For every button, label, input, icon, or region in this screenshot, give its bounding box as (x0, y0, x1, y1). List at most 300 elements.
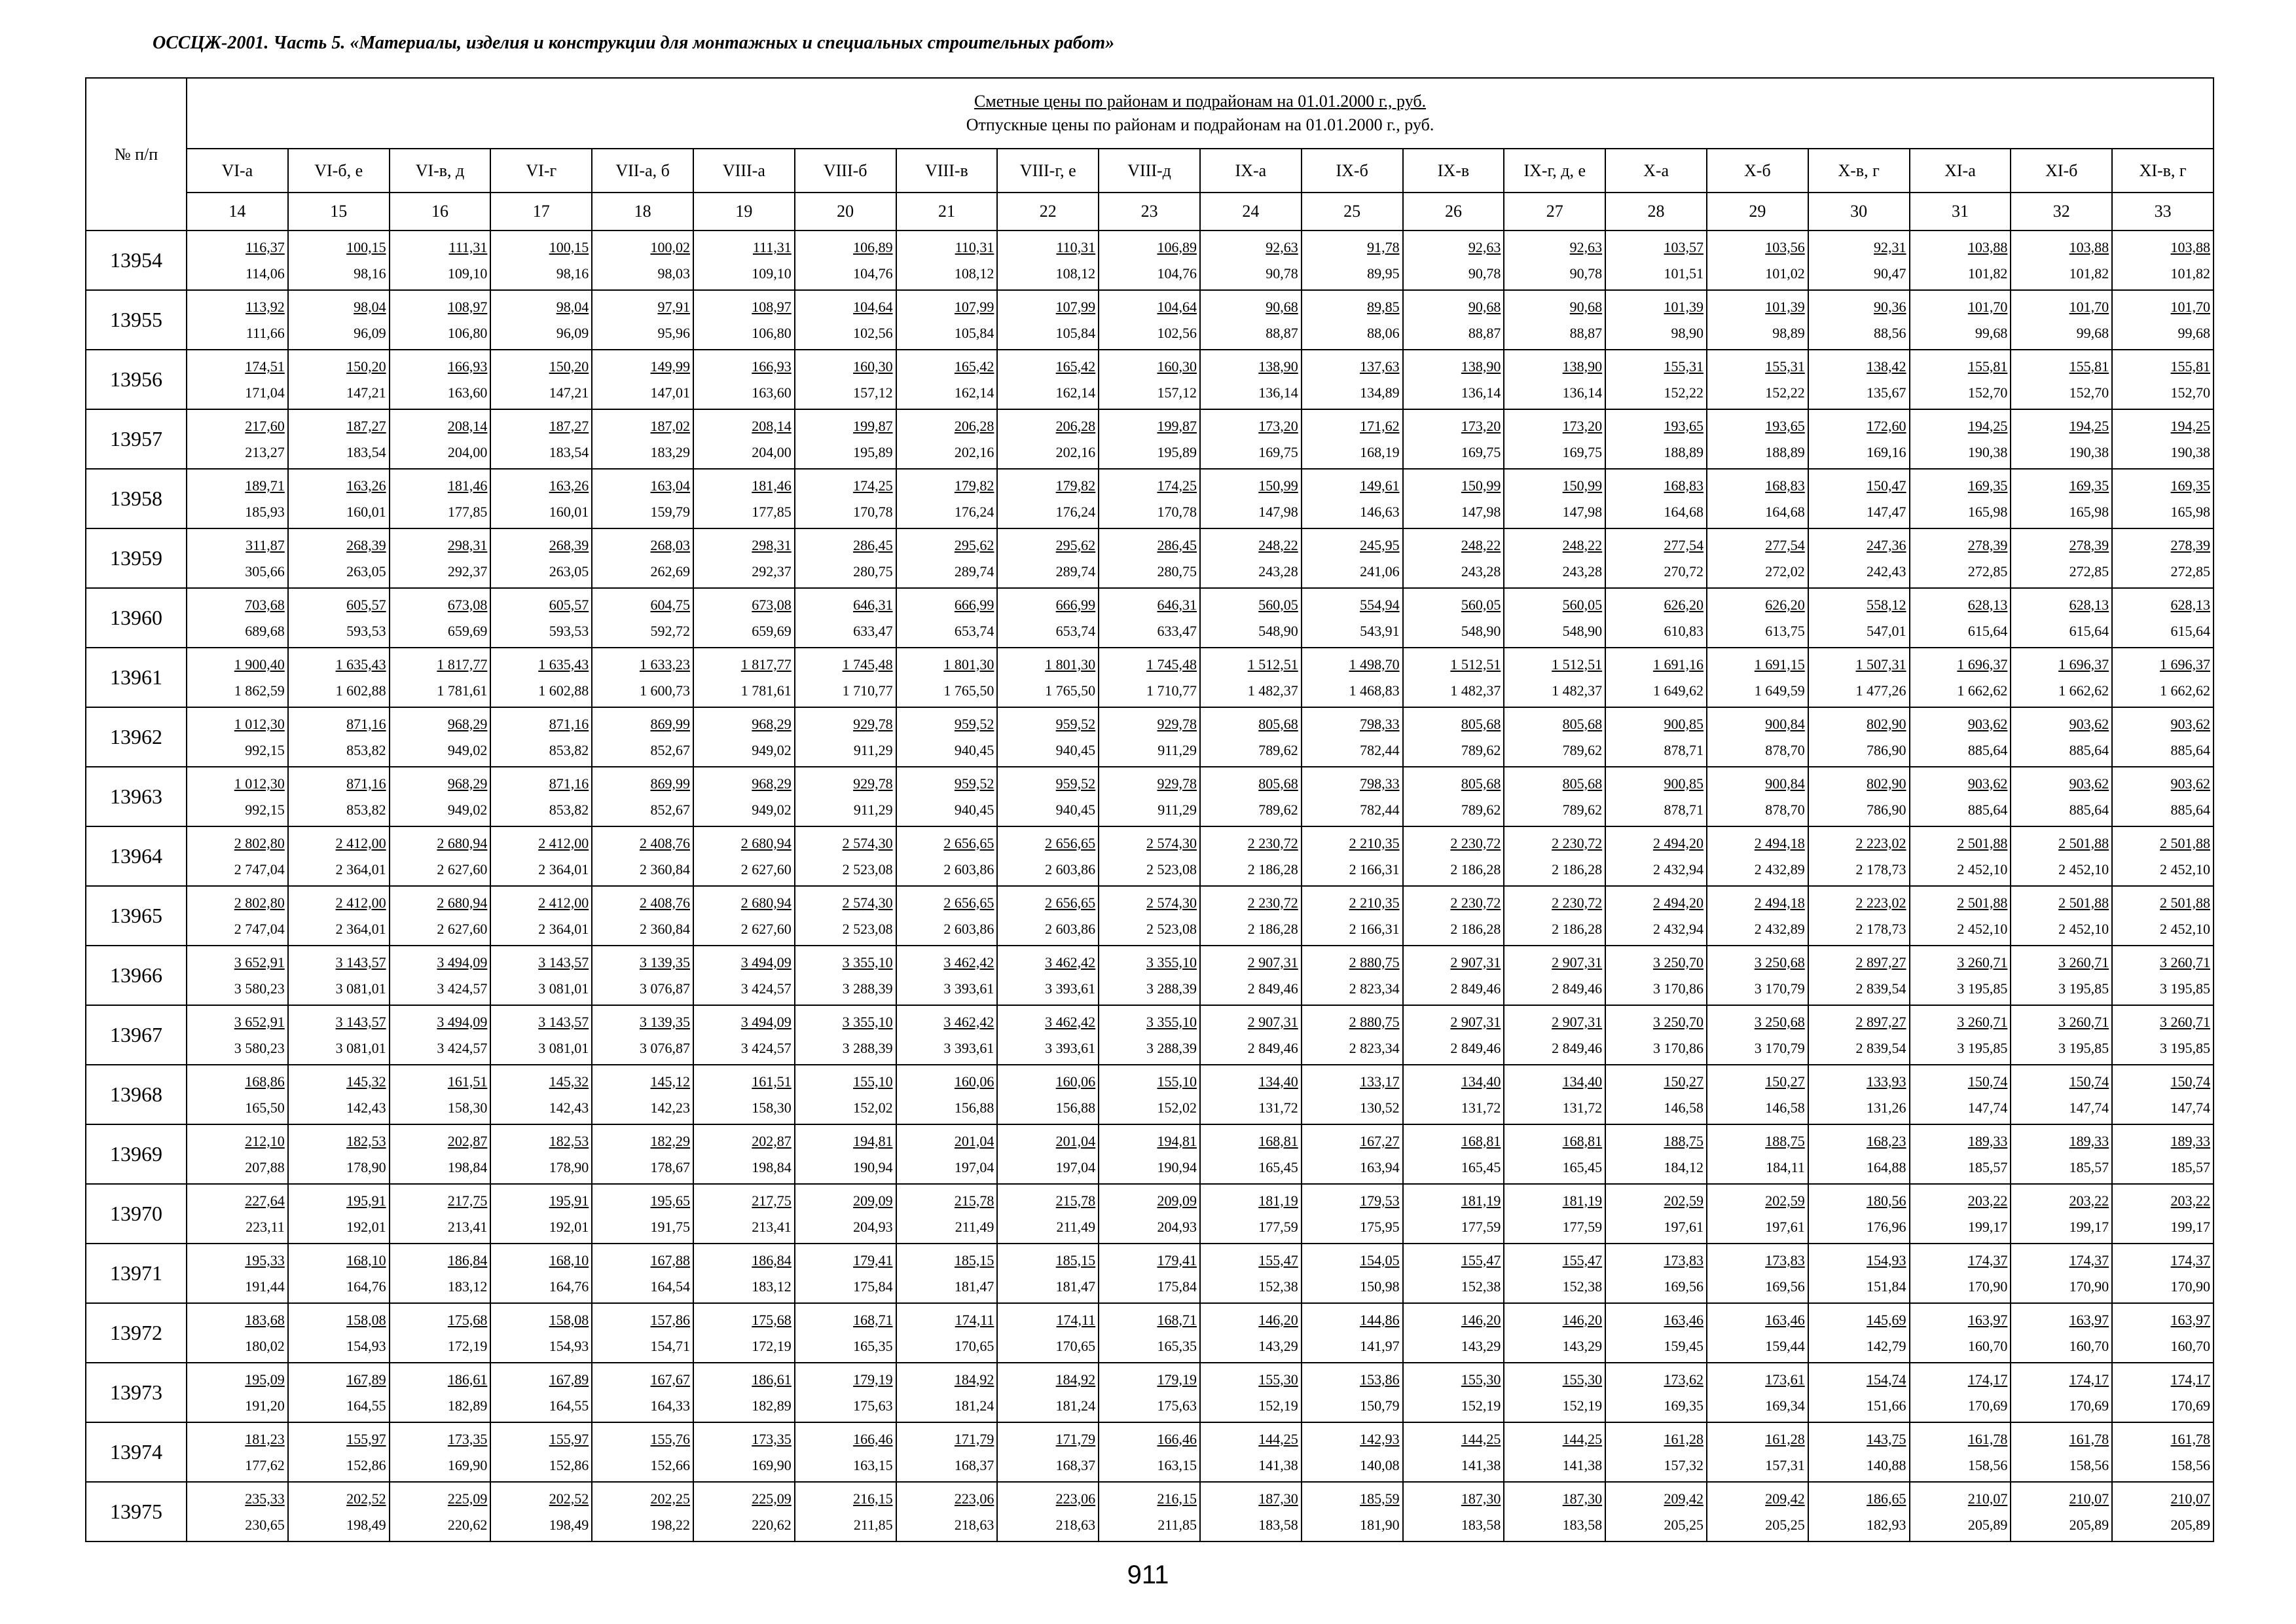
price-cell (1403, 707, 1504, 767)
price-cell (2011, 1124, 2112, 1184)
price-cell (1808, 767, 1910, 826)
price-cell (1200, 886, 1302, 946)
estimated-price: 163,04 (650, 477, 690, 494)
release-price: 2 849,46 (1247, 1039, 1298, 1056)
price-cell (592, 1244, 693, 1303)
price-cell (592, 409, 693, 469)
estimated-price: 2 501,88 (2160, 894, 2211, 911)
price-cell (1099, 1184, 1200, 1244)
estimated-price: 217,75 (447, 1192, 488, 1209)
release-price: 164,68 (1765, 503, 1805, 520)
estimated-price: 215,78 (1055, 1192, 1096, 1209)
estimated-price: 134,40 (1562, 1073, 1603, 1090)
release-price: 213,27 (245, 443, 285, 460)
release-price: 142,79 (1867, 1337, 1906, 1354)
price-cell (1605, 350, 1707, 409)
estimated-price: 113,92 (246, 298, 285, 315)
estimated-price: 217,60 (245, 417, 285, 434)
price-cell (896, 1363, 998, 1422)
price-cell (288, 1184, 390, 1244)
zone-header: X-в, г (1808, 149, 1910, 193)
release-price: 141,38 (1562, 1456, 1603, 1473)
price-cell (592, 231, 693, 290)
price-cell (1808, 648, 1910, 707)
price-cell (187, 648, 288, 707)
zone-header: VIII-д (1099, 149, 1200, 193)
estimated-price: 3 355,10 (1146, 953, 1197, 970)
price-cell (490, 290, 592, 350)
release-price: 2 364,01 (538, 920, 589, 937)
price-cell (187, 231, 288, 290)
estimated-price: 173,61 (1765, 1371, 1805, 1388)
price-cell (592, 588, 693, 648)
price-cell (1707, 1363, 1808, 1422)
estimated-price: 278,39 (1967, 536, 2008, 553)
estimated-price: 181,46 (752, 477, 792, 494)
release-price: 548,90 (1258, 622, 1298, 639)
price-cell (997, 528, 1099, 588)
release-price: 789,62 (1258, 801, 1298, 818)
price-cell (2011, 290, 2112, 350)
price-cell (1605, 1303, 1707, 1363)
release-price: 263,05 (549, 563, 589, 580)
release-price: 98,16 (556, 265, 589, 282)
price-cell (1302, 1303, 1403, 1363)
release-price: 615,64 (1967, 622, 2008, 639)
estimated-price: 145,69 (1867, 1311, 1906, 1328)
release-price: 2 839,54 (1855, 980, 1906, 997)
estimated-price: 3 462,42 (1045, 953, 1096, 970)
price-cell (1808, 290, 1910, 350)
column-number: 24 (1200, 193, 1302, 231)
estimated-price: 155,47 (1258, 1251, 1298, 1268)
price-cell (896, 1005, 998, 1065)
price-cell (2011, 588, 2112, 648)
price-cell (2112, 1124, 2214, 1184)
price-cell (2112, 1184, 2214, 1244)
price-cell (592, 1482, 693, 1541)
release-price: 154,93 (549, 1337, 589, 1354)
release-price: 263,05 (346, 563, 386, 580)
estimated-price: 673,08 (752, 596, 792, 613)
release-price: 154,93 (346, 1337, 386, 1354)
estimated-price: 160,30 (1157, 358, 1197, 375)
release-price: 170,90 (2069, 1278, 2109, 1295)
release-price: 98,03 (657, 265, 690, 282)
estimated-price: 201,04 (954, 1132, 994, 1149)
estimated-price: 929,78 (853, 775, 893, 792)
estimated-price: 160,06 (954, 1073, 994, 1090)
estimated-price: 869,99 (650, 715, 690, 732)
estimated-price: 133,17 (1360, 1073, 1400, 1090)
release-price: 152,70 (2170, 384, 2211, 401)
release-price: 3 195,85 (2058, 980, 2109, 997)
price-cell (693, 1065, 795, 1124)
release-price: 172,19 (752, 1337, 792, 1354)
price-cell (997, 231, 1099, 290)
release-price: 184,11 (1766, 1158, 1805, 1175)
release-price: 152,86 (549, 1456, 589, 1473)
estimated-price: 173,20 (1258, 417, 1298, 434)
release-price: 2 603,86 (1045, 860, 1096, 877)
estimated-price: 2 501,88 (2058, 894, 2109, 911)
estimated-price: 286,45 (853, 536, 893, 553)
estimated-price: 100,15 (346, 238, 386, 255)
release-price: 782,44 (1360, 801, 1400, 818)
estimated-price: 2 897,27 (1855, 1013, 1906, 1030)
estimated-price: 802,90 (1867, 715, 1906, 732)
estimated-price: 194,81 (1157, 1132, 1197, 1149)
release-price: 152,22 (1664, 384, 1704, 401)
price-cell (1808, 231, 1910, 290)
estimated-price: 193,65 (1664, 417, 1704, 434)
estimated-price: 166,93 (447, 358, 488, 375)
release-price: 2 452,10 (2160, 860, 2211, 877)
estimated-price: 167,89 (346, 1371, 386, 1388)
estimated-price: 155,97 (549, 1430, 589, 1447)
estimated-price: 202,87 (447, 1132, 488, 1149)
estimated-price: 165,42 (1055, 358, 1096, 375)
release-price: 158,56 (1967, 1456, 2008, 1473)
estimated-price: 2 230,72 (1552, 894, 1603, 911)
release-price: 243,28 (1461, 563, 1501, 580)
column-number: 30 (1808, 193, 1910, 231)
price-cell (1403, 826, 1504, 886)
release-price: 171,04 (245, 384, 285, 401)
price-cell (2011, 409, 2112, 469)
release-price: 162,14 (1055, 384, 1096, 401)
price-cell (795, 1244, 896, 1303)
release-price: 1 600,73 (639, 682, 690, 699)
price-cell (896, 528, 998, 588)
price-cell (1200, 1184, 1302, 1244)
price-cell (390, 290, 491, 350)
price-cell (390, 1124, 491, 1184)
price-cell (1910, 826, 2011, 886)
release-price: 940,45 (954, 801, 994, 818)
release-price: 147,74 (2170, 1099, 2211, 1116)
estimated-price: 626,20 (1664, 596, 1704, 613)
price-cell (1707, 767, 1808, 826)
release-price: 3 195,85 (2160, 980, 2211, 997)
release-price: 2 432,94 (1652, 920, 1704, 937)
release-price: 949,02 (447, 741, 488, 758)
price-cell (490, 1482, 592, 1541)
estimated-price: 900,84 (1765, 775, 1805, 792)
price-cell (390, 528, 491, 588)
estimated-price: 628,13 (2069, 596, 2109, 613)
price-cell (1200, 409, 1302, 469)
release-price: 169,90 (447, 1456, 488, 1473)
column-number: 15 (288, 193, 390, 231)
price-cell (288, 1482, 390, 1541)
estimated-price: 103,56 (1765, 238, 1805, 255)
estimated-price: 805,68 (1461, 715, 1501, 732)
release-price: 2 747,04 (234, 860, 285, 877)
release-price: 88,56 (1874, 324, 1906, 341)
release-price: 2 432,89 (1754, 920, 1805, 937)
price-cell (390, 350, 491, 409)
price-cell (1707, 886, 1808, 946)
estimated-price: 90,68 (1569, 298, 1603, 315)
release-price: 885,64 (2170, 741, 2211, 758)
release-price: 147,21 (549, 384, 589, 401)
release-price: 182,89 (447, 1397, 488, 1414)
estimated-price: 173,35 (752, 1430, 792, 1447)
estimated-price: 175,68 (447, 1311, 488, 1328)
estimated-price: 188,75 (1664, 1132, 1704, 1149)
zone-header: VIII-г, е (997, 149, 1099, 193)
estimated-price: 174,37 (2170, 1251, 2211, 1268)
estimated-price: 900,84 (1765, 715, 1805, 732)
estimated-price: 101,70 (1967, 298, 2008, 315)
price-cell (997, 1303, 1099, 1363)
price-cell (997, 648, 1099, 707)
estimated-price: 90,68 (1468, 298, 1501, 315)
estimated-price: 174,11 (1056, 1311, 1096, 1328)
price-cell (187, 946, 288, 1005)
price-cell (2112, 588, 2214, 648)
price-cell (1910, 231, 2011, 290)
estimated-price: 107,99 (954, 298, 994, 315)
price-cell (592, 707, 693, 767)
release-price: 157,32 (1664, 1456, 1704, 1473)
release-price: 2 178,73 (1855, 860, 1906, 877)
estimated-price: 2 494,20 (1652, 834, 1704, 851)
price-cell (896, 1065, 998, 1124)
price-cell (997, 1124, 1099, 1184)
release-price: 202,16 (954, 443, 994, 460)
release-price: 183,54 (346, 443, 386, 460)
release-price: 143,29 (1562, 1337, 1603, 1354)
price-cell (288, 648, 390, 707)
row-number: 13969 (86, 1124, 187, 1184)
price-cell (1099, 1124, 1200, 1184)
zone-header: XI-в, г (2112, 149, 2214, 193)
release-price: 204,93 (1157, 1218, 1197, 1235)
estimated-price: 189,33 (1967, 1132, 2008, 1149)
release-price: 142,43 (549, 1099, 589, 1116)
estimated-price: 2 210,35 (1349, 834, 1400, 851)
price-cell (288, 528, 390, 588)
price-cell (390, 1244, 491, 1303)
release-price: 131,26 (1867, 1099, 1906, 1116)
price-cell (390, 1065, 491, 1124)
price-cell (2112, 1422, 2214, 1482)
release-price: 1 602,88 (538, 682, 589, 699)
release-price: 853,82 (549, 741, 589, 758)
price-cell (1605, 528, 1707, 588)
price-cell (997, 1065, 1099, 1124)
price-cell (1808, 1303, 1910, 1363)
release-price: 96,09 (556, 324, 589, 341)
estimated-price: 206,28 (954, 417, 994, 434)
table-row (86, 1184, 2214, 1244)
estimated-price: 3 652,91 (234, 1013, 285, 1030)
estimated-price: 210,07 (1967, 1490, 2008, 1507)
table-row (86, 1005, 2214, 1065)
price-cell (592, 290, 693, 350)
release-price: 147,74 (2069, 1099, 2109, 1116)
row-number: 13964 (86, 826, 187, 886)
estimated-price: 2 230,72 (1247, 894, 1298, 911)
release-price: 878,71 (1664, 741, 1704, 758)
price-cell (490, 886, 592, 946)
release-price: 2 849,46 (1450, 980, 1501, 997)
release-price: 292,37 (447, 563, 488, 580)
release-price: 160,01 (549, 503, 589, 520)
release-price: 147,01 (650, 384, 690, 401)
release-price: 88,87 (1569, 324, 1603, 341)
estimated-price: 150,20 (346, 358, 386, 375)
release-price: 90,78 (1468, 265, 1501, 282)
estimated-price: 268,39 (346, 536, 386, 553)
release-price: 789,62 (1258, 741, 1298, 758)
release-price: 223,11 (246, 1218, 285, 1235)
price-cell (1707, 946, 1808, 1005)
zone-header: VI-б, е (288, 149, 390, 193)
price-cell (1808, 1422, 1910, 1482)
release-price: 177,59 (1461, 1218, 1501, 1235)
estimated-price: 146,20 (1258, 1311, 1298, 1328)
estimated-price: 155,81 (1967, 358, 2008, 375)
estimated-price: 3 260,71 (2160, 953, 2211, 970)
release-price: 101,82 (2170, 265, 2211, 282)
price-cell (1504, 469, 1605, 528)
price-cell (592, 886, 693, 946)
price-cell (390, 1422, 491, 1482)
release-price: 199,17 (2069, 1218, 2109, 1235)
release-price: 183,58 (1258, 1516, 1298, 1533)
price-cell (1403, 767, 1504, 826)
release-price: 170,69 (2069, 1397, 2109, 1414)
estimated-price: 189,71 (245, 477, 285, 494)
estimated-price: 150,74 (2069, 1073, 2109, 1090)
release-price: 101,82 (2069, 265, 2109, 282)
price-cell (490, 1184, 592, 1244)
price-cell (1504, 707, 1605, 767)
release-price: 3 580,23 (234, 980, 285, 997)
release-price: 170,78 (853, 503, 893, 520)
estimated-price: 298,31 (752, 536, 792, 553)
release-price: 2 186,28 (1552, 920, 1603, 937)
price-cell (1099, 469, 1200, 528)
estimated-price: 194,25 (1967, 417, 2008, 434)
estimated-price: 155,97 (346, 1430, 386, 1447)
price-cell (1504, 1482, 1605, 1541)
release-price: 940,45 (1055, 741, 1096, 758)
estimated-price: 101,70 (2069, 298, 2109, 315)
price-cell (795, 1005, 896, 1065)
price-cell (592, 1065, 693, 1124)
price-cell (795, 767, 896, 826)
release-price: 547,01 (1867, 622, 1906, 639)
release-price: 160,70 (1967, 1337, 2008, 1354)
price-cell (693, 648, 795, 707)
price-cell (2112, 1303, 2214, 1363)
release-price: 911,29 (1157, 801, 1197, 818)
estimated-price: 166,46 (853, 1430, 893, 1447)
estimated-price: 2 210,35 (1349, 894, 1400, 911)
estimated-price: 166,93 (752, 358, 792, 375)
release-price: 242,43 (1867, 563, 1906, 580)
release-price: 593,53 (346, 622, 386, 639)
estimated-price: 173,20 (1461, 417, 1501, 434)
estimated-price: 150,74 (1967, 1073, 2008, 1090)
price-cell (1910, 1422, 2011, 1482)
price-cell (187, 707, 288, 767)
price-cell (592, 1363, 693, 1422)
estimated-price: 173,35 (447, 1430, 488, 1447)
estimated-price: 2 501,88 (1957, 834, 2008, 851)
price-cell (1707, 1065, 1808, 1124)
price-cell (1808, 1184, 1910, 1244)
estimated-price: 673,08 (447, 596, 488, 613)
price-cell (693, 231, 795, 290)
price-cell (187, 1303, 288, 1363)
release-price: 98,90 (1671, 324, 1704, 341)
price-cell (1302, 231, 1403, 290)
price-cell (1099, 409, 1200, 469)
price-cell (288, 946, 390, 1005)
price-cell (896, 1184, 998, 1244)
estimated-price: 2 501,88 (2160, 834, 2211, 851)
estimated-price: 268,03 (650, 536, 690, 553)
release-price: 292,37 (752, 563, 792, 580)
release-price: 101,02 (1765, 265, 1805, 282)
release-price: 199,17 (2170, 1218, 2211, 1235)
release-price: 2 452,10 (2160, 920, 2211, 937)
price-cell (997, 1184, 1099, 1244)
price-cell (592, 469, 693, 528)
estimated-price: 134,40 (1461, 1073, 1501, 1090)
release-price: 175,63 (853, 1397, 893, 1414)
release-price: 158,56 (2170, 1456, 2211, 1473)
price-cell (1302, 1244, 1403, 1303)
release-price: 211,49 (955, 1218, 994, 1235)
price-cell (288, 588, 390, 648)
price-cell (1099, 350, 1200, 409)
price-cell (896, 350, 998, 409)
row-number: 13960 (86, 588, 187, 648)
release-price: 183,54 (549, 443, 589, 460)
release-price: 164,55 (346, 1397, 386, 1414)
release-price: 177,85 (447, 503, 488, 520)
column-number: 23 (1099, 193, 1200, 231)
table-row (86, 1244, 2214, 1303)
release-price: 689,68 (245, 622, 285, 639)
column-number: 26 (1403, 193, 1504, 231)
price-cell (1707, 1244, 1808, 1303)
release-price: 548,90 (1461, 622, 1501, 639)
row-number: 13967 (86, 1005, 187, 1065)
price-cell (1504, 1065, 1605, 1124)
release-price: 3 424,57 (740, 980, 792, 997)
column-number: 14 (187, 193, 288, 231)
estimated-price: 2 230,72 (1450, 834, 1501, 851)
estimated-price: 171,62 (1360, 417, 1400, 434)
price-cell (2011, 1303, 2112, 1363)
estimated-price: 163,97 (2069, 1311, 2109, 1328)
price-cell (1910, 648, 2011, 707)
price-cell (1910, 1303, 2011, 1363)
estimated-price: 110,31 (1056, 238, 1096, 255)
release-price: 185,57 (2069, 1158, 2109, 1175)
estimated-price: 628,13 (2170, 596, 2211, 613)
estimated-price: 184,92 (954, 1371, 994, 1388)
estimated-price: 174,25 (1157, 477, 1197, 494)
estimated-price: 805,68 (1461, 775, 1501, 792)
